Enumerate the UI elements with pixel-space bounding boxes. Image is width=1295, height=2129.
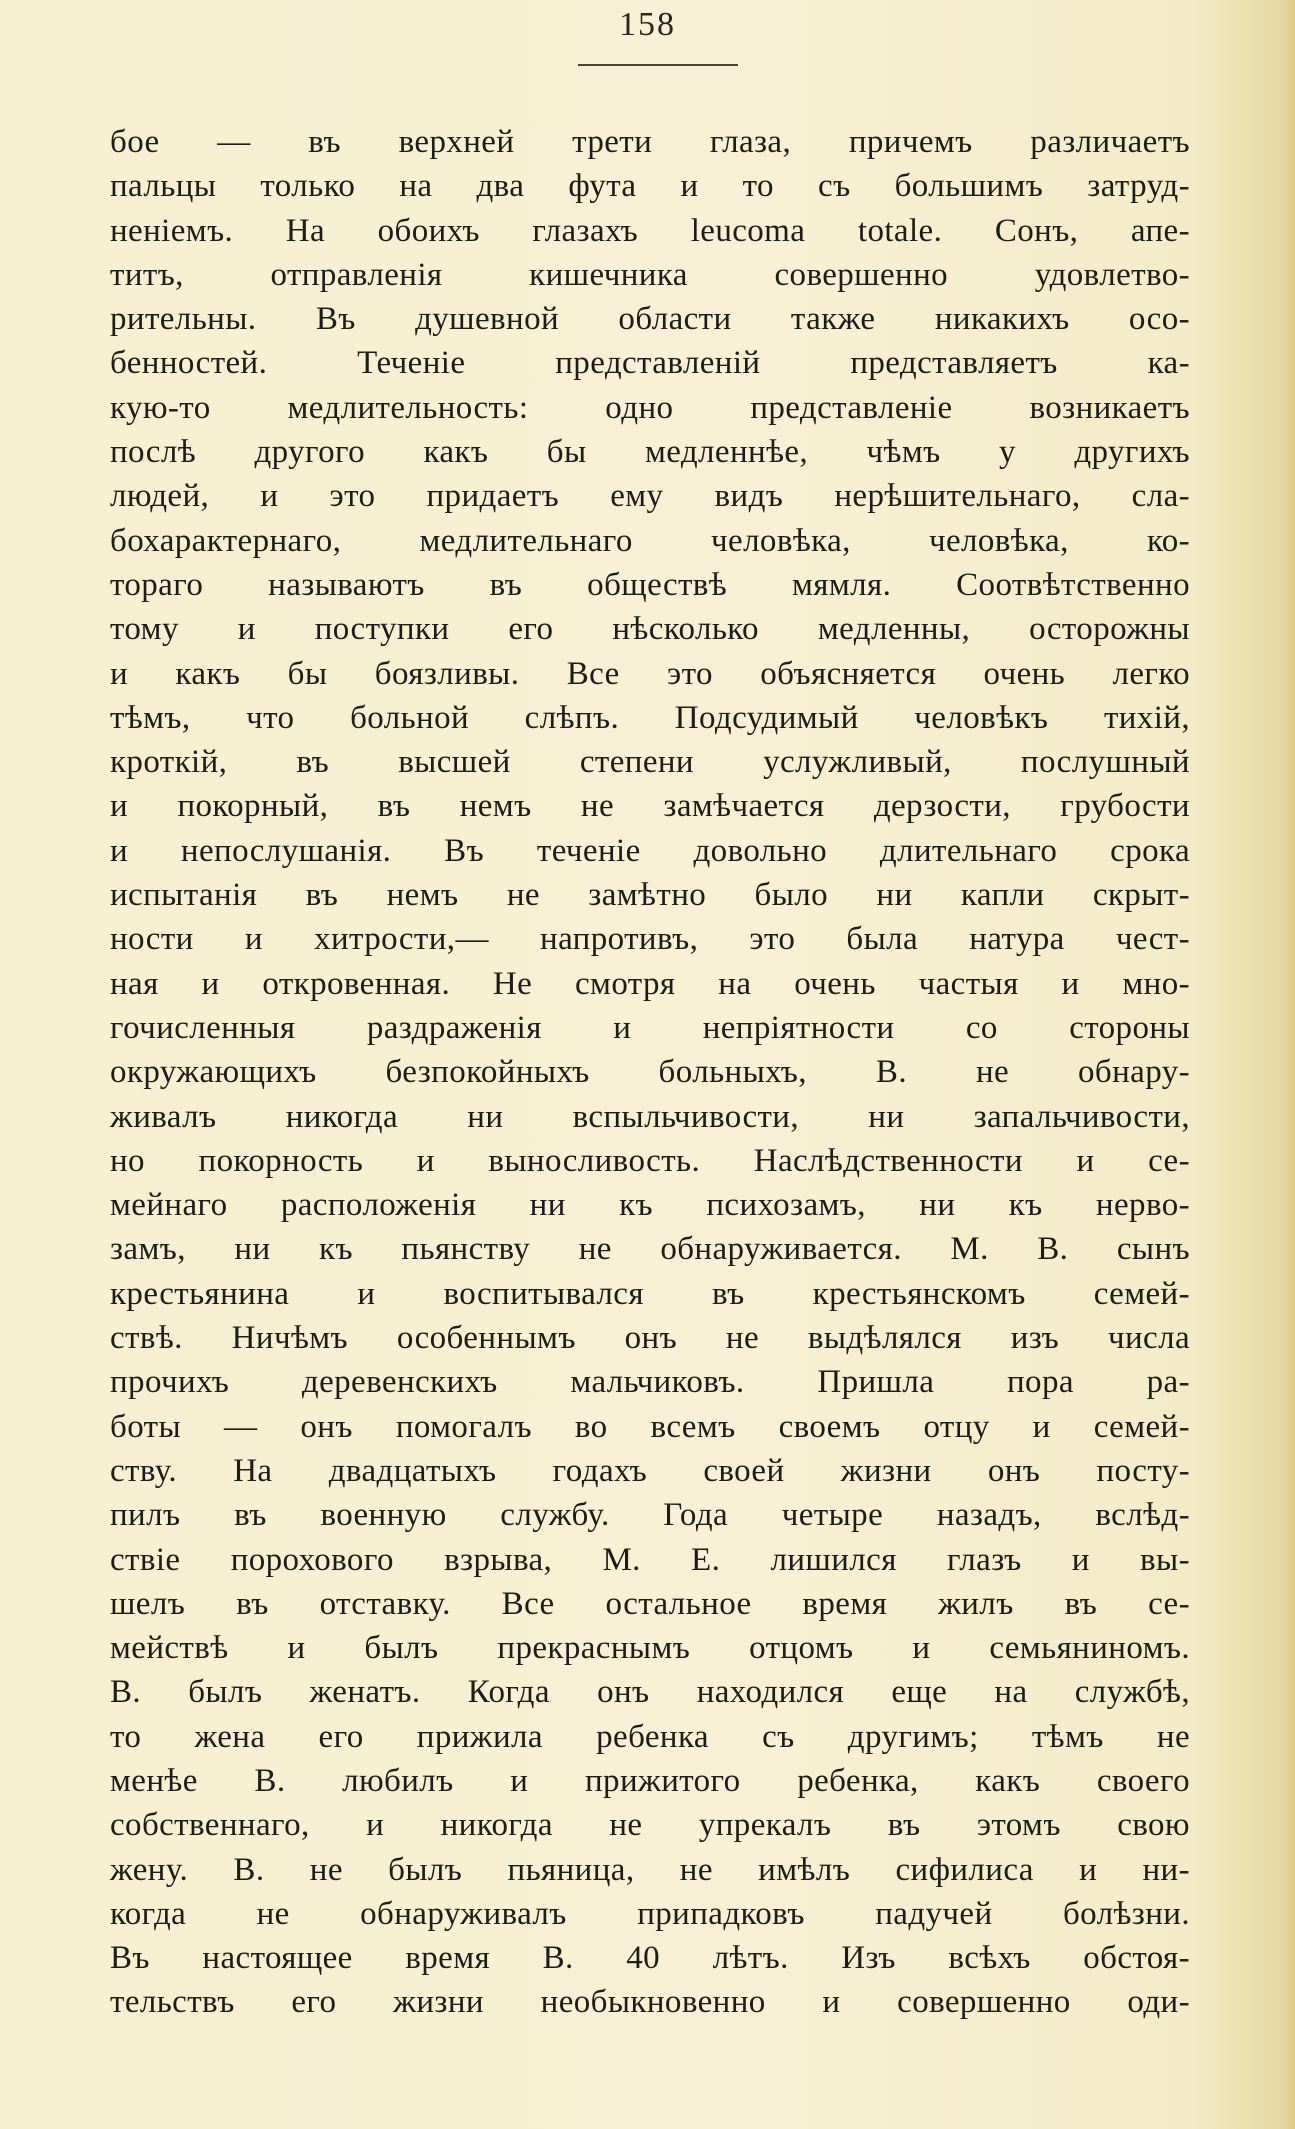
text-line: ствѣ. Ничѣмъ особеннымъ онъ не выдѣлялся изъ числа [110,1320,1190,1357]
text-line: и покорный, въ немъ не замѣчается дерзости, грубости [110,788,1190,825]
text-line: бенностей. Теченіе представленій представляетъ ка- [110,345,1190,382]
text-line: замъ, ни къ пьянству не обнаруживается. М. В. сынъ [110,1231,1190,1268]
text-line: В. былъ женатъ. Когда онъ находился еще на службѣ, [110,1674,1190,1711]
text-line: кую-то медлительность: одно представленіе возникаетъ [110,389,1190,426]
text-line: тѣмъ, что больной слѣпъ. Подсудимый человѣкъ тихій, [110,699,1190,736]
text-line: титъ, отправленія кишечника совершенно удовлетво- [110,256,1190,293]
text-line: окружающихъ безпокойныхъ больныхъ, В. не обнару- [110,1054,1190,1091]
text-line: кроткій, въ высшей степени услужливый, послушный [110,744,1190,781]
page-number: 158 [619,6,676,43]
text-line: шелъ въ отставку. Все остальное время жилъ въ се- [110,1585,1190,1622]
text-line: ности и хитрости,— напротивъ, это была натура чест- [110,921,1190,958]
text-line: тому и поступки его нѣсколько медленны, осторожны [110,611,1190,648]
text-line: прочихъ деревенскихъ мальчиковъ. Пришла пора ра- [110,1364,1190,1401]
text-line: ная и откровенная. Не смотря на очень частыя и мно- [110,965,1190,1002]
text-line: ству. На двадцатыхъ годахъ своей жизни онъ посту- [110,1452,1190,1489]
text-line: бохарактернаго, медлительнаго человѣка, человѣка, ко- [110,522,1190,559]
text-line: боты — онъ помогалъ во всемъ своемъ отцу и семей- [110,1408,1190,1445]
text-line: тельствъ его жизни необыкновенно и совершенно оди- [110,1984,1190,2021]
text-line: когда не обнаруживалъ припадковъ падучей болѣзни. [110,1895,1190,1932]
text-line: собственнаго, и никогда не упрекалъ въ этомъ свою [110,1807,1190,1844]
header-rule [578,64,738,66]
text-line: и непослушанія. Въ теченіе довольно длительнаго срока [110,832,1190,869]
text-line: Въ настоящее время В. 40 лѣтъ. Изъ всѣхъ обстоя- [110,1940,1190,1977]
text-line: пальцы только на два фута и то съ большимъ затруд- [110,168,1190,205]
text-line: гочисленныя раздраженія и непріятности со стороны [110,1009,1190,1046]
text-line: мействѣ и былъ прекраснымъ отцомъ и семьяниномъ. [110,1630,1190,1667]
page-edge [1285,0,1295,2129]
body-text [110,120,1190,2025]
text-line: но покорность и выносливость. Наслѣдственности и се- [110,1142,1190,1179]
text-line: пилъ въ военную службу. Года четыре назадъ, вслѣд- [110,1497,1190,1534]
text-line: то жена его прижила ребенка съ другимъ; тѣмъ не [110,1718,1190,1755]
text-line: живалъ никогда ни вспыльчивости, ни запальчивости, [110,1098,1190,1135]
text-line: жену. В. не былъ пьяница, не имѣлъ сифилиса и ни- [110,1851,1190,1888]
text-line: людей, и это придаетъ ему видъ нерѣшительнаго, сла- [110,478,1190,515]
text-line: тораго называютъ въ обществѣ мямля. Соотвѣтственно [110,566,1190,603]
text-line: менѣе В. любилъ и прижитого ребенка, какъ своего [110,1762,1190,1799]
text-line: и какъ бы боязливы. Все это объясняется очень легко [110,655,1190,692]
text-line: рительны. Въ душевной области также никакихъ осо- [110,301,1190,338]
text-line: ствіе порохового взрыва, М. Е. лишился глазъ и вы- [110,1541,1190,1578]
text-line: послѣ другого какъ бы медленнѣе, чѣмъ у другихъ [110,434,1190,471]
text-line: неніемъ. На обоихъ глазахъ leucoma totale. Сонъ, апе- [110,212,1190,249]
text-line: бое — въ верхней трети глаза, причемъ различаетъ [110,124,1190,160]
text-line: крестьянина и воспитывался въ крестьянскомъ семей- [110,1275,1190,1312]
text-line: мейнаго расположенія ни къ психозамъ, ни къ нерво- [110,1187,1190,1224]
text-line: испытанія въ немъ не замѣтно было ни капли скрыт- [110,877,1190,914]
